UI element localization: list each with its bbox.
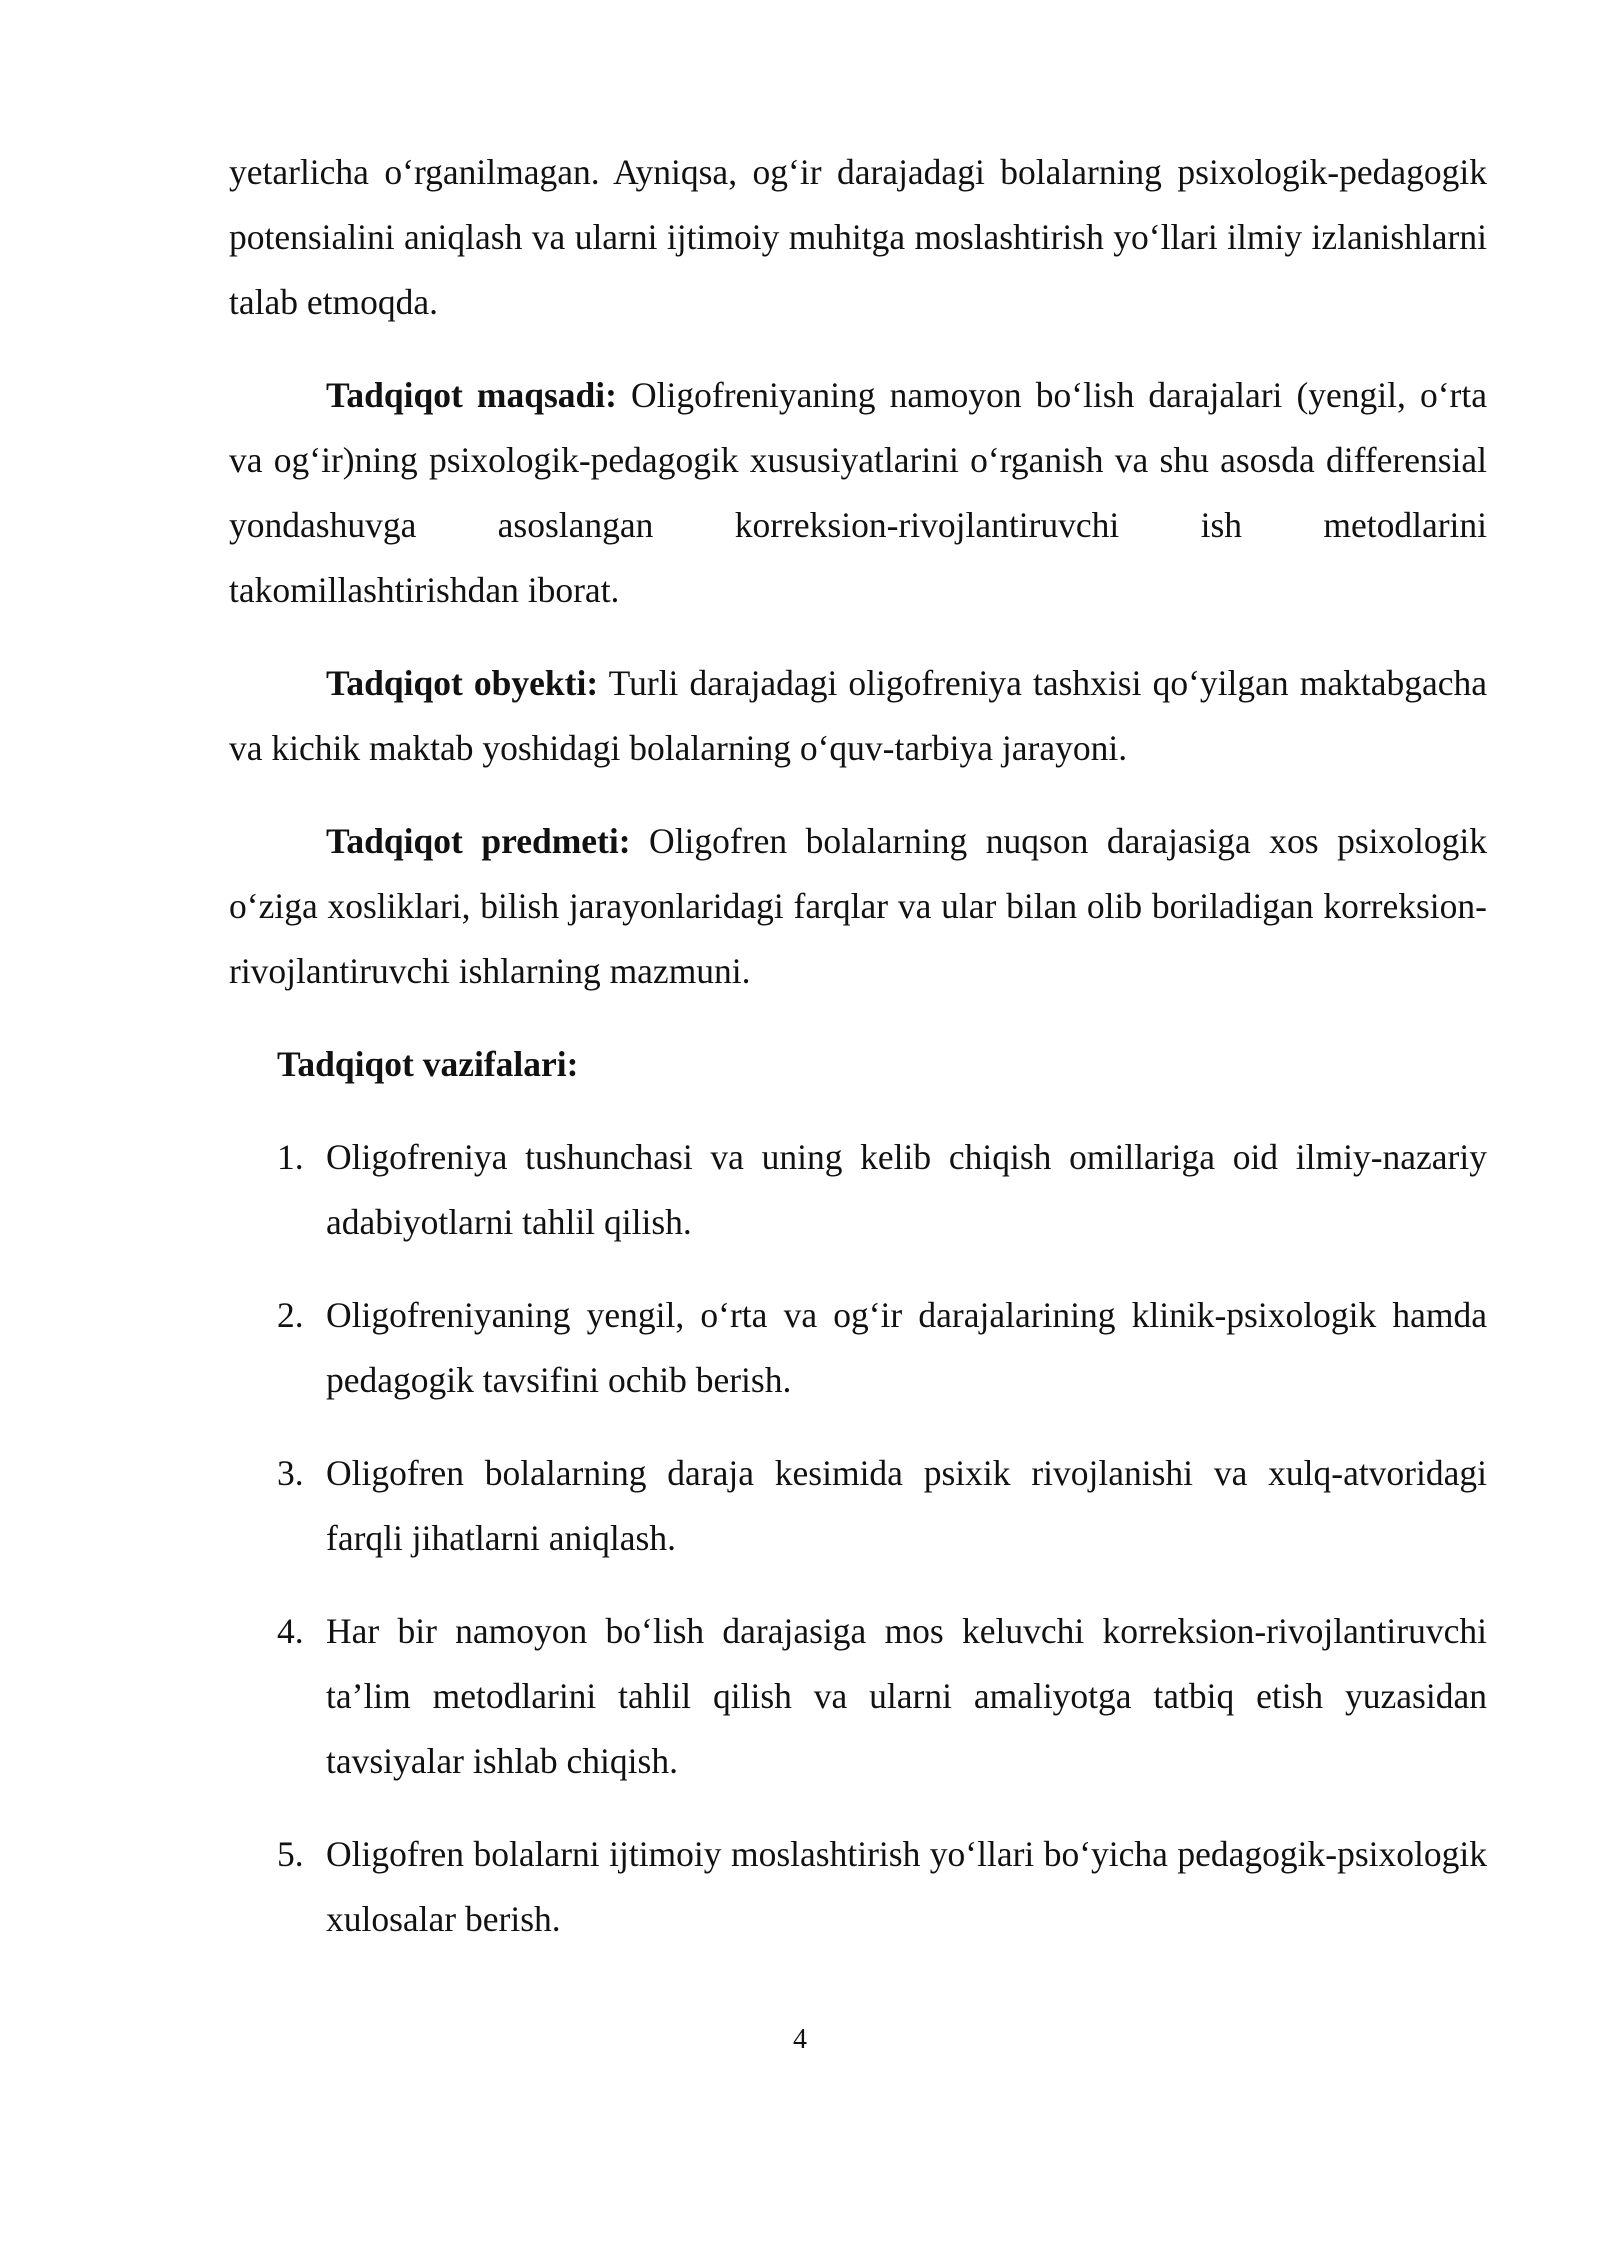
subject-label: Tadqiqot predmeti: (326, 821, 631, 861)
task-number: 5. (277, 1834, 304, 1874)
document-page (229, 140, 1487, 1980)
subject-paragraph (229, 809, 1487, 1004)
goal-label: Tadqiqot maqsadi: (326, 375, 617, 415)
task-item (229, 1125, 1487, 1255)
task-item (229, 1441, 1487, 1571)
task-item (229, 1283, 1487, 1413)
tasks-heading: Tadqiqot vazifalari: (277, 1044, 579, 1084)
object-label: Tadqiqot obyekti: (326, 663, 599, 703)
task-item (229, 1599, 1487, 1794)
task-text: Oligofren bolalarni ijtimoiy moslashtirish yo‘llari bo‘yicha pedagogik-psixologik xulosalar berish. (326, 1834, 1487, 1939)
task-text: Oligofren bolalarning daraja kesimida psixik rivojlanishi va xulq-atvoridagi farqli jihatlarni aniqlash. (326, 1453, 1487, 1558)
tasks-list (229, 1125, 1487, 1952)
page-number: 4 (793, 2024, 807, 2055)
goal-paragraph (229, 363, 1487, 623)
task-item (229, 1822, 1487, 1952)
task-number: 2. (277, 1295, 304, 1335)
object-text: Turli darajadagi oligofreniya tashxisi qo‘yilgan maktabgacha va kichik maktab yoshidagi bolalarning o‘quv-tarbiya jarayoni. (229, 663, 1487, 768)
task-text: Oligofreniyaning yengil, o‘rta va og‘ir darajalarining klinik-psixologik hamda pedagogik tavsifini ochib berish. (326, 1295, 1487, 1400)
object-paragraph (229, 651, 1487, 781)
task-number: 4. (277, 1611, 304, 1651)
subject-text: Oligofren bolalarning nuqson darajasiga xos psixologik o‘ziga xosliklari, bilish jarayonlaridagi farqlar va ular bilan olib boriladigan korreksion-rivojlantiruvchi ishlarning mazmuni. (229, 821, 1487, 991)
task-number: 1. (277, 1137, 304, 1177)
task-text: Oligofreniya tushunchasi va uning kelib chiqish omillariga oid ilmiy-nazariy adabiyotlarni tahlil qilish. (326, 1137, 1487, 1242)
intro-paragraph: yetarlicha o‘rganilmagan. Ayniqsa, og‘ir darajadagi bolalarning psixologik-pedagogik potensialini aniqlash va ularni ijtimoiy muhitga moslashtirish yo‘llari ilmiy izlanishlarni talab etmoqda. (229, 152, 1487, 322)
goal-text: Oligofreniyaning namoyon bo‘lish darajalari (yengil, o‘rta va og‘ir)ning psixologik-pedagogik xususiyatlarini o‘rganish va shu asosda differensial yondashuvga asoslangan korreksion-rivojlantiruvchi ish metodlarini takomillashtirishdan iborat. (229, 375, 1487, 610)
task-number: 3. (277, 1453, 304, 1493)
task-text: Har bir namoyon bo‘lish darajasiga mos keluvchi korreksion-rivojlantiruvchi ta’lim metodlarini tahlil qilish va ularni amaliyotga tatbiq etish yuzasidan tavsiyalar ishlab chiqish. (326, 1611, 1487, 1781)
